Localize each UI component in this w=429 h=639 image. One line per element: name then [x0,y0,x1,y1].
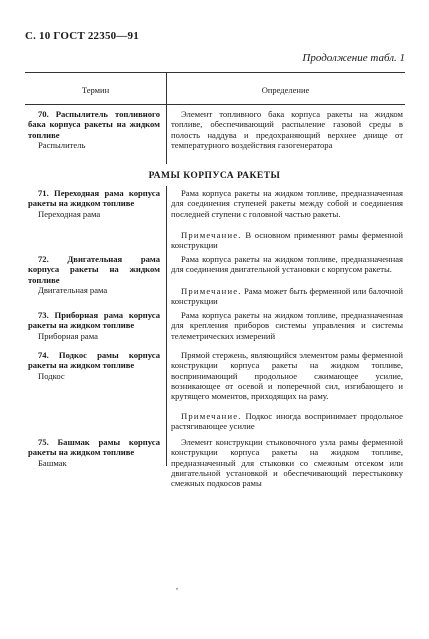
table-header-rule [25,104,405,105]
note-72-label: Примечание. [181,286,242,296]
term-71-title: 71. Переходная рама корпуса ракеты на жидком топливе [28,188,160,209]
column-divider-bottom [166,186,167,466]
note-74-text: Подкос иногда воспринимает продольное растягивающее усилие [171,411,403,432]
term-70 [28,109,160,150]
term-71-short: Переходная рама [38,208,101,219]
term-72 [28,254,160,295]
table-continuation-label: Продолжение табл. 1 [302,52,405,64]
term-73-short: Приборная рама [38,330,98,341]
term-73 [28,310,160,341]
term-column-header: Термин [81,85,110,95]
note-71 [171,230,403,251]
definition-71: Рама корпуса ракеты на жидком топливе, предназначенная для соединения ступеней ракеты между собой и соединения последней ступени с головной частью ракеты. [171,188,403,219]
note-71-label: Примечание. [181,230,242,240]
definition-column-header: Определение [261,85,310,95]
definition-72: Рама корпуса ракеты на жидком топливе, предназначенная для соединения двигательной установки с корпусом ракеты. [171,254,403,275]
note-74-label: Примечание. [181,411,242,421]
definition-74: Прямой стержень, являющийся элементом рамы ферменной конструкции корпуса ракеты на жидком топливе, воспринимающий продольное сжимающее усилие, возникающее от осевой и поперечной сил, изгибающего и крутящего моментов, приходящих на раму. [171,350,403,402]
table-top-rule [25,72,405,73]
page-header: С. 10 ГОСТ 22350—91 [25,30,139,42]
note-72 [171,286,403,307]
term-74-title: 74. Подкос рамы корпуса ракеты на жидком топливе [28,350,160,371]
definition-73: Рама корпуса ракеты на жидком топливе, предназначенная для крепления приборов системы управления и системы телеметрических измерений [171,310,403,341]
term-72-title: 72. Двигательная рама корпуса ракеты на жидком топливе [28,254,160,285]
term-75-short: Башмак [38,457,67,468]
term-75 [28,437,160,468]
term-72-short: Двигательная рама [38,284,108,295]
definition-75: Элемент конструкции стыковочного узла рамы ферменной конструкции корпуса ракеты на жидком топливе, предназначенный для стыковки со смежным отсеком или двигательной установкой и обеспечивающий перестыковку смежных подкосов рамы [171,437,403,489]
term-70-short: Распылитель [38,139,86,150]
term-74 [28,350,160,381]
term-70-title: 70. Распылитель топливного бака корпуса ракеты на жидком топливе [28,109,160,140]
section-heading: РАМЫ КОРПУСА РАКЕТЫ [148,171,281,181]
note-71-text: В основном применяют рамы ферменной конструкции [171,230,403,251]
term-74-short: Подкос [38,370,65,381]
term-71 [28,188,160,219]
note-72-text: Рама может быть ферменной или балочной конструкции [171,286,403,307]
footer-mark: , [176,582,178,591]
note-74 [171,411,403,432]
definition-70: Элемент топливного бака корпуса ракеты на жидком топливе, обеспечивающий распыление газовой среды в полость наддува и предохраняющий верхнее днище от температурного воздействия газогенератора [171,109,403,150]
term-73-title: 73. Приборная рама корпуса ракеты на жидком топливе [28,310,160,331]
term-75-title: 75. Башмак рамы корпуса ракеты на жидком топливе [28,437,160,458]
